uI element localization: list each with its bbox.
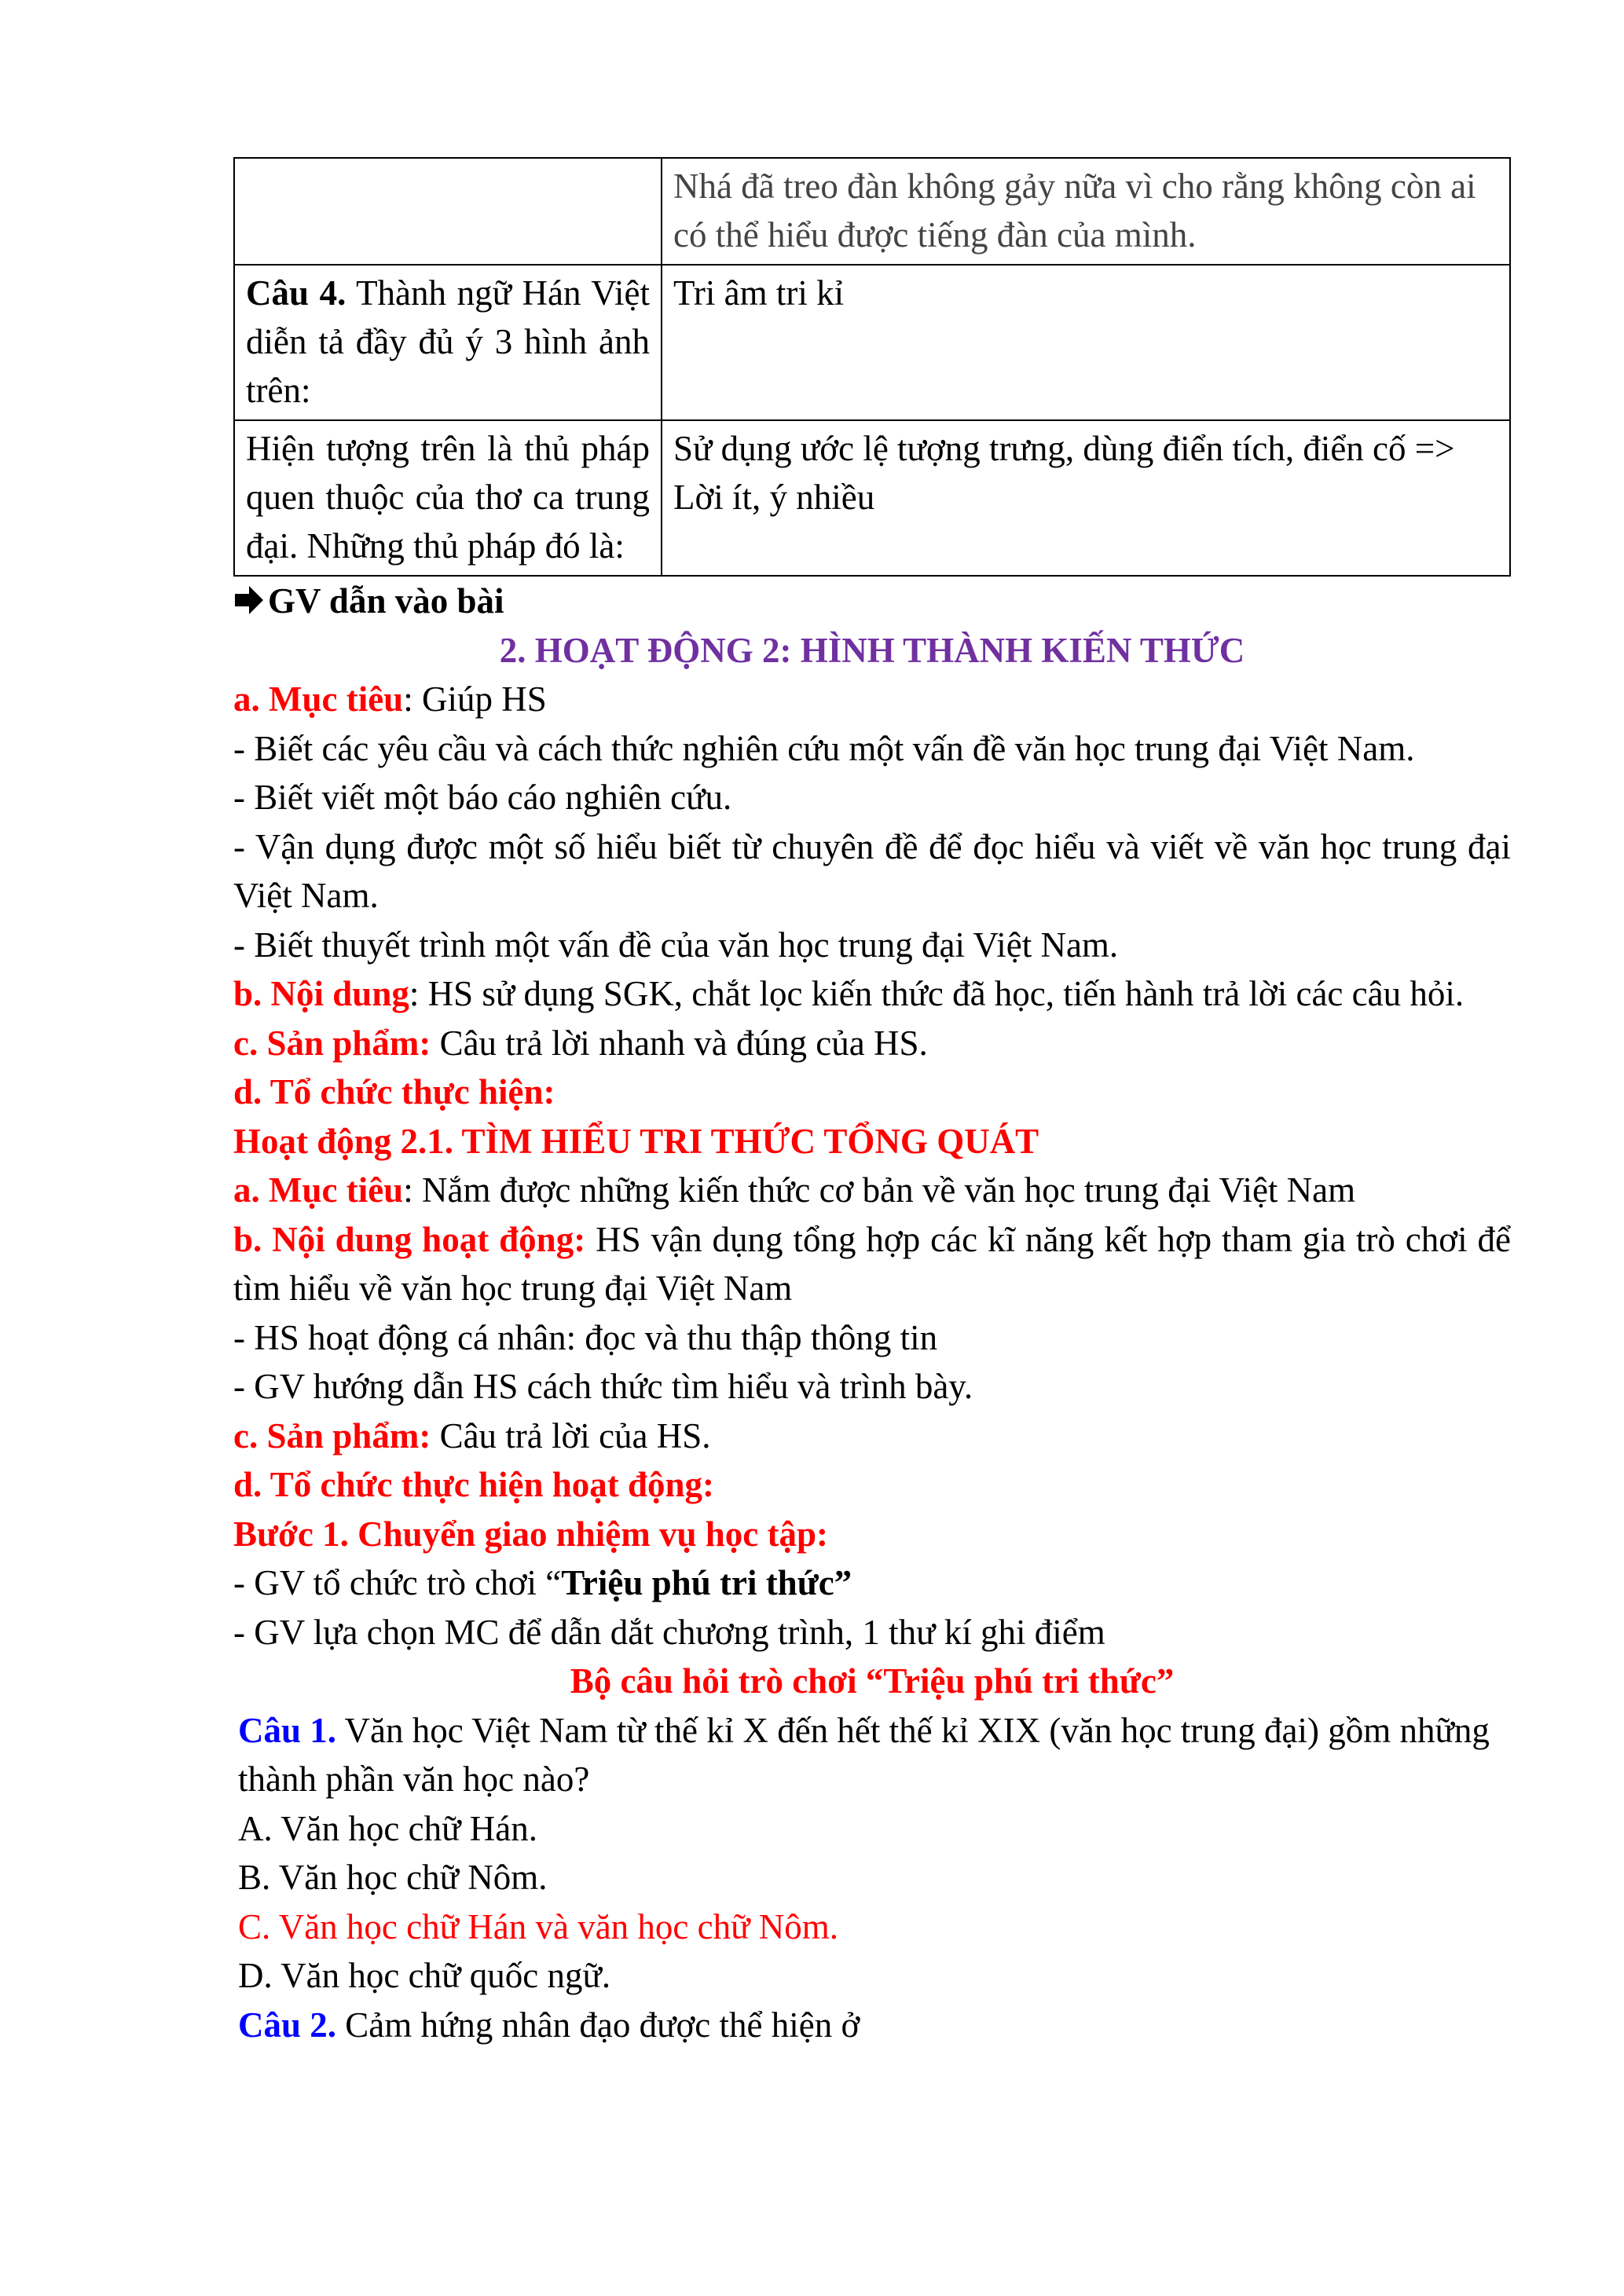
- table-row: [234, 265, 1510, 420]
- question-number: Câu 4.: [246, 273, 346, 313]
- activity-content-line: [233, 1215, 1511, 1313]
- content-line: [233, 969, 1511, 1019]
- activity-organize-heading: d. Tổ chức thực hiện hoạt động:: [233, 1465, 715, 1504]
- activity-objective-label: a. Mục tiêu: [233, 1170, 404, 1210]
- quiz-option: A. Văn học chữ Hán.: [238, 1808, 537, 1848]
- quiz-question: [233, 1706, 1511, 1804]
- right-arrow-icon: [233, 583, 265, 617]
- table-cell-answer: Tri âm tri kỉ: [662, 265, 1510, 420]
- answer-table: [233, 157, 1511, 577]
- quiz-option: D. Văn học chữ quốc ngữ.: [238, 1956, 611, 1995]
- activity-product-line: [233, 1412, 1511, 1461]
- objective-item: - Biết các yêu cầu và cách thức nghiên cứu một vấn đề văn học trung đại Việt Nam.: [233, 728, 1415, 768]
- product-line: [233, 1019, 1511, 1068]
- activity-title: Hoạt động 2.1. TÌM HIỂU TRI THỨC TỔNG QUÁT: [233, 1121, 1039, 1161]
- section-title: 2. HOẠT ĐỘNG 2: HÌNH THÀNH KIẾN THỨC: [499, 630, 1245, 670]
- question-text: Văn học Việt Nam từ thế kỉ X đến hết thế kỉ XIX (văn học trung đại) gồm những thành phần văn học nào?: [238, 1710, 1490, 1799]
- lead-line: [233, 577, 1511, 626]
- question-label: Câu 1.: [238, 1710, 337, 1750]
- activity-objective-line: [233, 1166, 1511, 1215]
- table-cell-question: [234, 158, 662, 265]
- activity-content-label: b. Nội dung hoạt động:: [233, 1219, 586, 1259]
- objective-text: : Giúp HS: [403, 679, 547, 719]
- activity-content-item: - HS hoạt động cá nhân: đọc và thu thập thông tin: [233, 1317, 938, 1357]
- objective-line: [233, 675, 1511, 724]
- objective-item: - Vận dụng được một số hiểu biết từ chuyên đề để đọc hiểu và viết về văn học trung đại Việt Nam.: [233, 826, 1511, 915]
- activity-product-text: Câu trả lời của HS.: [431, 1415, 711, 1456]
- question-text: Thành ngữ Hán Việt diễn tả đầy đủ ý 3 hình ảnh trên:: [246, 273, 650, 410]
- step1-item: - GV lựa chọn MC để dẫn dắt chương trình, 1 thư kí ghi điểm: [233, 1612, 1105, 1652]
- product-label: c. Sản phẩm:: [233, 1023, 431, 1063]
- objective-item: - Biết viết một báo cáo nghiên cứu.: [233, 778, 732, 817]
- step1-heading: Bước 1. Chuyển giao nhiệm vụ học tập:: [233, 1514, 829, 1554]
- game-name: Triệu phú tri thức”: [561, 1563, 852, 1602]
- content-label: b. Nội dung: [233, 974, 409, 1013]
- activity-content-item: - GV hướng dẫn HS cách thức tìm hiểu và trình bày.: [233, 1367, 973, 1406]
- objective-label: a. Mục tiêu: [233, 679, 404, 719]
- activity-content-text: HS vận dụng tổng hợp các kĩ năng kết hợp tham gia trò chơi để tìm hiểu về văn học trung đại Việt Nam: [233, 1219, 1511, 1308]
- table-cell-question: [234, 265, 662, 420]
- table-cell-answer: Sử dụng ước lệ tượng trưng, dùng điển tích, điển cố => Lời ít, ý nhiều: [662, 420, 1510, 576]
- organize-heading: d. Tổ chức thực hiện:: [233, 1072, 555, 1111]
- step1-item: [233, 1558, 1511, 1608]
- product-text: Câu trả lời nhanh và đúng của HS.: [431, 1023, 928, 1063]
- quiz-title: Bộ câu hỏi trò chơi “Triệu phú tri thức”: [570, 1661, 1175, 1701]
- quiz-option: B. Văn học chữ Nôm.: [238, 1858, 548, 1897]
- objective-item: - Biết thuyết trình một vấn đề của văn học trung đại Việt Nam.: [233, 925, 1119, 965]
- table-cell-question: Hiện tượng trên là thủ pháp quen thuộc của thơ ca trung đại. Những thủ pháp đó là:: [234, 420, 662, 576]
- question-text: Cảm hứng nhân đạo được thể hiện ở: [336, 2005, 860, 2045]
- lead-text: GV dẫn vào bài: [268, 581, 504, 621]
- quiz-question: [233, 2001, 1511, 2050]
- table-row: [234, 158, 1510, 265]
- content-text: : HS sử dụng SGK, chắt lọc kiến thức đã học, tiến hành trả lời các câu hỏi.: [409, 974, 1465, 1013]
- step1-item-prefix: - GV tổ chức trò chơi “: [233, 1563, 562, 1602]
- table-cell-answer: Nhá đã treo đàn không gảy nữa vì cho rằng không còn ai có thể hiểu được tiếng đàn của mình.: [662, 158, 1510, 265]
- activity-objective-text: : Nắm được những kiến thức cơ bản về văn học trung đại Việt Nam: [403, 1170, 1356, 1210]
- activity-product-label: c. Sản phẩm:: [233, 1415, 431, 1456]
- quiz-option-correct: C. Văn học chữ Hán và văn học chữ Nôm.: [238, 1906, 839, 1946]
- table-row: [234, 420, 1510, 576]
- document-page: [233, 157, 1511, 2049]
- question-label: Câu 2.: [238, 2005, 337, 2045]
